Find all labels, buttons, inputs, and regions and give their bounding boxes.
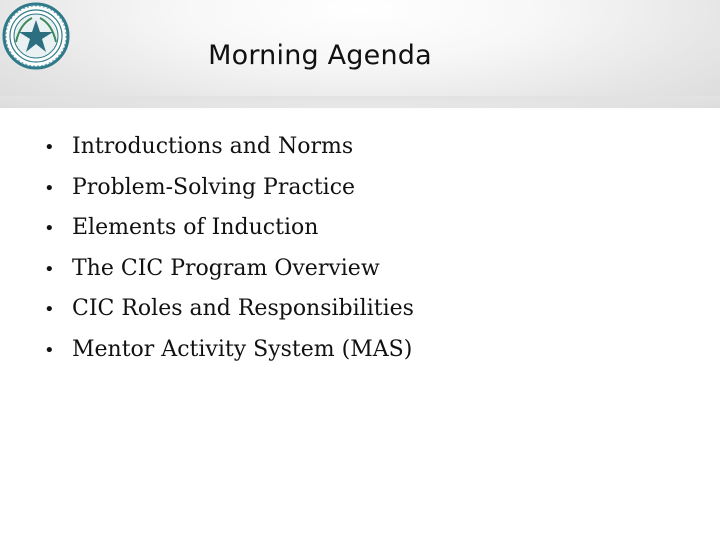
agenda-item-mas bbox=[44, 337, 414, 378]
agenda-item-problem-solving bbox=[44, 175, 414, 216]
bullet-icon: • bbox=[44, 218, 55, 239]
agenda-item-label: Mentor Activity System (MAS) bbox=[72, 336, 413, 362]
agenda-item-induction bbox=[44, 215, 414, 256]
agenda-item-cic-overview bbox=[44, 256, 414, 297]
bullet-icon: • bbox=[44, 339, 55, 361]
agenda-item-label: CIC Roles and Responsibilities bbox=[72, 296, 414, 321]
agenda-item-label: Problem-Solving Practice bbox=[72, 174, 356, 200]
bullet-icon: • bbox=[44, 137, 55, 158]
agenda-item-label: The CIC Program Overview bbox=[72, 255, 380, 281]
state-seal-icon bbox=[2, 2, 70, 70]
agenda-item-introductions bbox=[44, 134, 414, 175]
agenda-item-label: Elements of Induction bbox=[72, 215, 319, 240]
bullet-icon: • bbox=[44, 177, 55, 199]
agenda-list bbox=[44, 134, 414, 377]
header-shadow bbox=[0, 96, 720, 110]
agenda-item-label: Introductions and Norms bbox=[72, 134, 354, 159]
slide-title: Morning Agenda bbox=[208, 40, 432, 71]
bullet-icon: • bbox=[44, 299, 55, 320]
bullet-icon: • bbox=[44, 258, 55, 280]
agenda-item-cic-roles bbox=[44, 296, 414, 337]
